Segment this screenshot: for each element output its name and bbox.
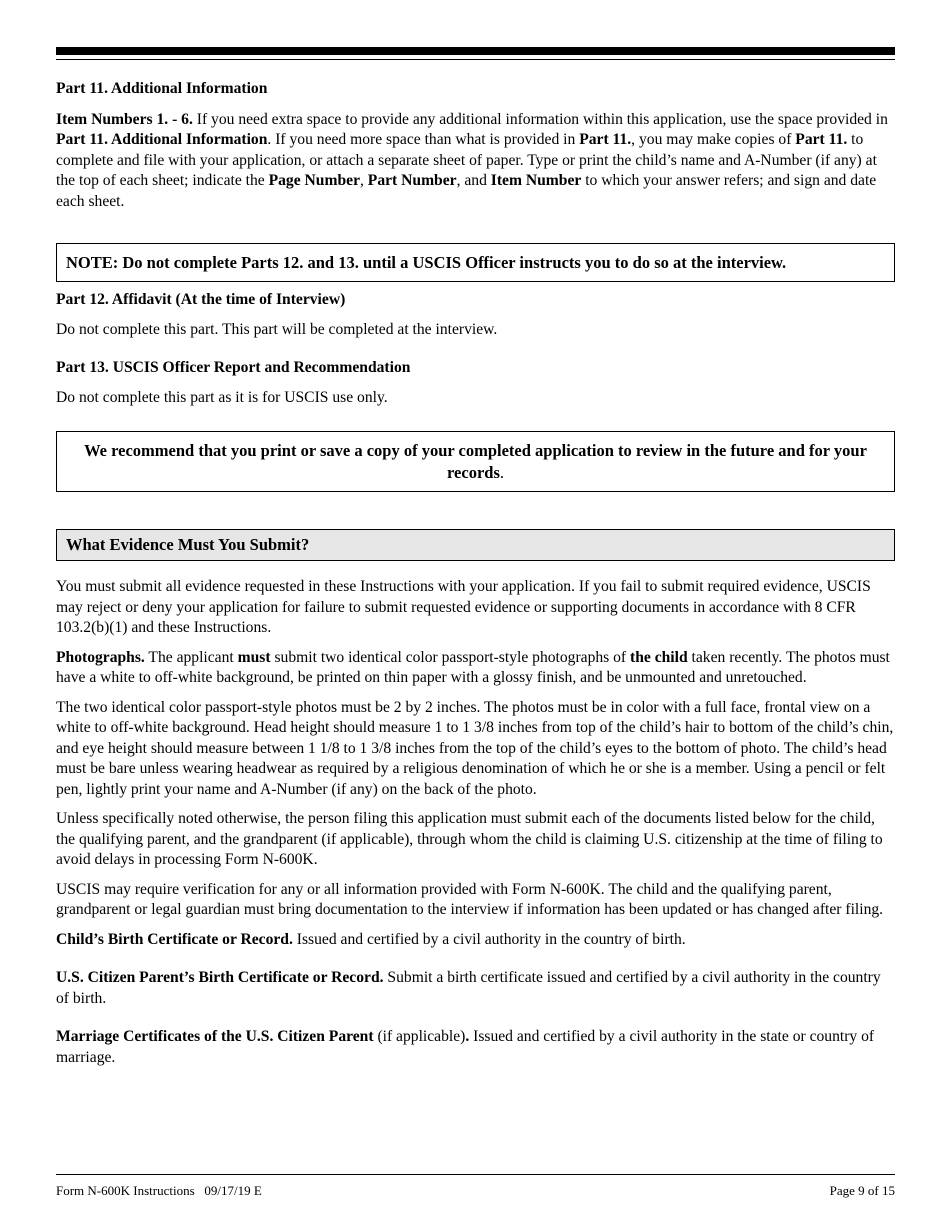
recommendation-box [56,431,895,492]
photographs-label: Photographs. [56,648,145,666]
page-content [56,79,895,1068]
page-number: Page 9 of 15 [829,1183,895,1198]
marriage-certificates-paragraph [56,1027,895,1068]
part11-bold: Part 11. [579,131,632,148]
recommendation-period: . [499,463,504,482]
documents-paragraph: Unless specifically noted otherwise, the person filing this application must submit each of the documents listed below for the child, the qualifying parent, and the grandparent (if applicable), through whom the child is claiming U.S. citizenship at the time of filing to avoid delays in processing Form N-600K. [56,810,883,868]
photographs-bold: must [237,648,271,666]
parent-birth-certificate-label: U.S. Citizen Parent’s Birth Certificate or Record. [56,969,384,986]
photographs-text: submit two identical color passport-style photographs of [270,648,631,666]
part11-bold: Item Number [490,172,582,189]
part11-text: . If you need more space than what is provided in [267,131,580,148]
part11-bold: Part Number [367,172,457,189]
child-birth-certificate-paragraph [56,930,895,951]
header-rule-thin [56,59,895,60]
parent-birth-certificate-text: Submit a birth certificate issued and certified by a civil authority in the country of birth. [56,969,881,1007]
evidence-section-heading: What Evidence Must You Submit? [56,529,895,561]
marriage-certificates-label: Marriage Certificates of the U.S. Citizen Parent [56,1028,374,1045]
part11-heading: Part 11. Additional Information [56,80,268,97]
photographs-paragraph [56,648,895,689]
part11-text: If you need extra space to provide any additional information within this application, use the space provided in [192,110,888,128]
marriage-certificates-text: Issued and certified by a civil authority in the state or country of marriage. [56,1028,875,1066]
parent-birth-certificate-paragraph [56,968,895,1009]
form-edition-label: Form N-600K Instructions 09/17/19 E [56,1183,262,1198]
marriage-certificates-paren: (if applicable) [373,1028,466,1045]
child-birth-certificate-text: Issued and certified by a civil authority in the country of birth. [292,930,686,948]
part11-text: to which your answer refers; and sign and date each sheet. [56,172,877,210]
item-numbers-label: Item Numbers 1. - 6. [56,110,193,128]
photographs-text: taken recently. The photos must have a white to off-white background, be printed on thin paper with a glossy finish, and be unmounted and unretouched. [56,648,890,686]
note-box: NOTE: Do not complete Parts 12. and 13. until a USCIS Officer instructs you to do so at the interview. [56,243,895,282]
photographs-bold: the child [630,648,688,666]
marriage-certificates-dot: . [465,1028,470,1045]
evidence-intro-paragraph: You must submit all evidence requested in these Instructions with your application. If you fail to submit required evidence, USCIS may reject or deny your application for failure to submit requested evidence or supporting documents in accordance with 8 CFR 103.2(b)(1) and these Instructions. [56,578,871,636]
part11-text: to complete and file with your application, or attach a separate sheet of paper. Type or print the child’s name and A-Number (if any) at the top of each sheet; indicate the [56,131,877,189]
header-rule-thick [56,47,895,55]
part13-heading: Part 13. USCIS Officer Report and Recommendation [56,359,411,376]
part11-bold: Part 11. Additional Information [56,131,268,148]
footer-rule [56,1174,895,1175]
part12-heading: Part 12. Affidavit (At the time of Interview) [56,291,346,308]
part11-paragraph [56,110,895,213]
part11-text: , you may make copies of [631,131,796,148]
page-footer [56,1183,895,1199]
part11-bold: Part 11. [795,131,848,148]
part11-bold: Page Number [268,172,360,189]
part12-text: Do not complete this part. This part will be completed at the interview. [56,320,498,338]
photographs-text: The applicant [144,648,238,666]
child-birth-certificate-label: Child’s Birth Certificate or Record. [56,930,293,948]
part11-text: , and [456,172,491,189]
verification-paragraph: USCIS may require verification for any or all information provided with Form N-600K. The child and the qualifying parent, grandparent or legal guardian must bring documentation to the interview if information has been updated or has changed after filing. [56,880,884,918]
part11-text: , [360,172,368,189]
part13-text: Do not complete this part as it is for USCIS use only. [56,388,388,406]
recommendation-text: We recommend that you print or save a copy of your completed application to review in the future and for your records [84,441,867,482]
photo-specs-paragraph: The two identical color passport-style photos must be 2 by 2 inches. The photos must be in color with a full face, frontal view on a white to off-white background. Head height should measure 1 to 1 3/8 inches from top of the child’s hair to bottom of the child’s chin, and eye height should measure between 1 1/8 to 1 3/8 inches from the top of the child’s eyes to the bottom of photo. The child’s head must be bare unless wearing headwear as required by a religious denomination of which he or she is a member. Using a pencil or felt pen, lightly print your name and A-Number (if any) on the back of the photo. [56,698,894,798]
